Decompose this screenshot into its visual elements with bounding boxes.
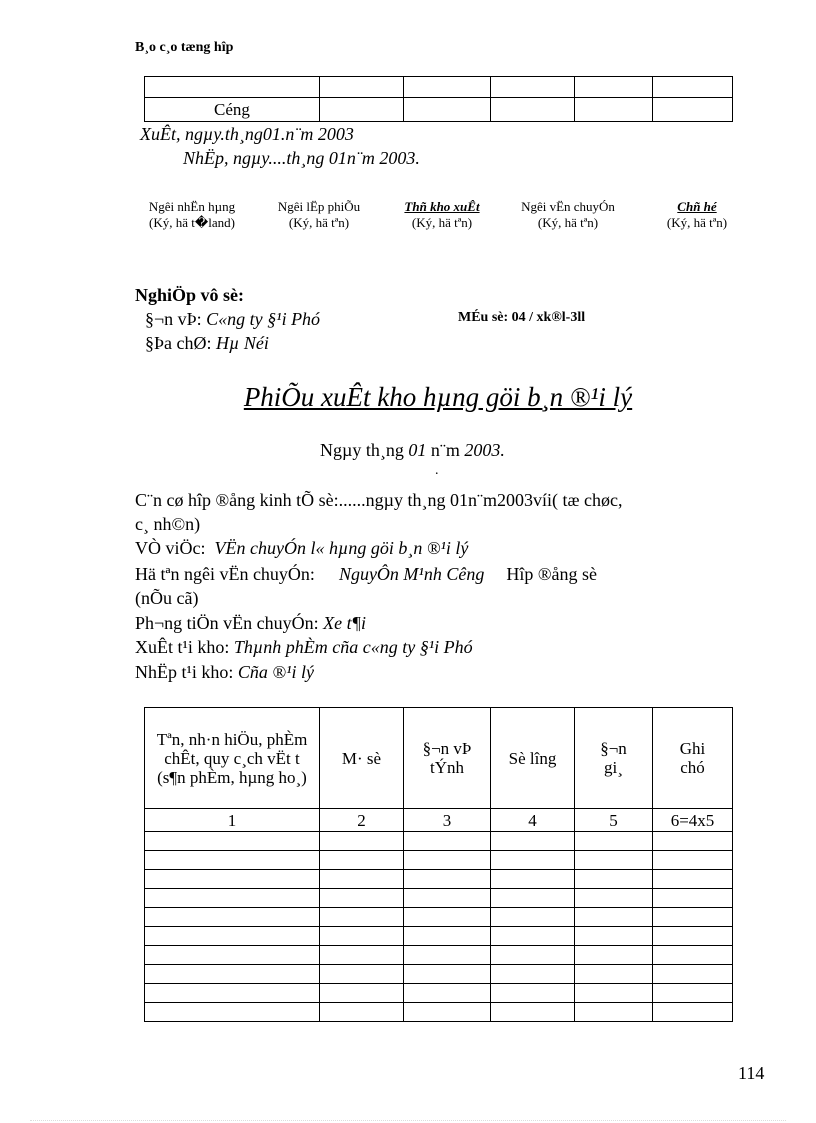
table-row — [145, 832, 733, 851]
basis-line-2: c¸ nh©n) — [135, 514, 201, 534]
header-code: M· sè — [320, 708, 404, 809]
header-item-name: Tªn, nh·n hiÖu, phÈm chÊt, quy c¸ch vËt t (s¶n phÈm, hµng ho¸) — [145, 708, 320, 809]
address-line: §Þa chØ: Hµ Néi — [145, 333, 269, 353]
contract-note: (nÕu cã) — [135, 588, 199, 608]
transporter-line: Hä tªn ngêi vËn chuyÓn: NguyÔn M¹nh Cêng Hîp ®ång sè — [135, 564, 597, 584]
table-row — [145, 1003, 733, 1022]
receive-date: NhËp, ngµy....th¸ng 01n¨m 2003. — [183, 148, 420, 168]
header-price: §¬n gi¸ — [575, 708, 653, 809]
signature-creator: Ngêi lËp phiÕu (Ký, hä tªn) — [277, 199, 361, 230]
section-heading: NghiÖp vô sè: — [135, 285, 245, 305]
table-row — [145, 889, 733, 908]
signature-storekeeper: Thñ kho xuÊt (Ký, hä tªn) — [404, 199, 480, 230]
table-row — [145, 851, 733, 870]
page-number: 114 — [738, 1063, 765, 1083]
unit-line: §¬n vÞ: C«ng ty §¹i Phó — [145, 309, 321, 329]
total-label: Céng — [145, 98, 320, 122]
table-row — [145, 908, 733, 927]
page-bottom-rule — [30, 1120, 786, 1121]
column-number: 1 — [145, 809, 320, 832]
signature-owner: Chñ hé (Ký, hä tªn) — [666, 199, 728, 230]
column-number: 6=4x5 — [653, 809, 733, 832]
table-row — [145, 946, 733, 965]
report-heading: B¸o c¸o tæng hîp — [135, 40, 234, 55]
column-number: 2 — [320, 809, 404, 832]
basis-line-1: C¨n cø hîp ®ång kinh tÕ sè:......ngµy th¸ng 01n¨m2003víi( tæ chøc, — [135, 490, 623, 510]
header-quantity: Sè lîng — [491, 708, 575, 809]
summary-table — [144, 76, 733, 122]
form-code: MÉu sè: 04 / xk®l-3ll — [458, 310, 586, 325]
header-note: Ghi chó — [653, 708, 733, 809]
to-warehouse-line: NhËp t¹i kho: Cña ®¹i lý — [135, 662, 314, 682]
document-date: Ngµy th¸ng 01 n¨m 2003. — [320, 440, 505, 460]
table-row — [145, 984, 733, 1003]
vehicle-line: Ph¬ng tiÖn vËn chuyÓn: Xe t¶i — [135, 613, 367, 633]
column-number: 5 — [575, 809, 653, 832]
from-warehouse-line: XuÊt t¹i kho: Thµnh phÈm cña c«ng ty §¹i Phó — [135, 637, 473, 657]
column-number: 3 — [404, 809, 491, 832]
table-row — [145, 870, 733, 889]
table-row — [145, 927, 733, 946]
items-table — [144, 707, 733, 1022]
document-title: PhiÕu xuÊt kho hµng göi b¸n ®¹i lý — [243, 382, 633, 412]
table-row — [145, 965, 733, 984]
signature-transporter: Ngêi vËn chuyÓn (Ký, hä tªn) — [521, 199, 615, 230]
dot-mark: . — [435, 463, 439, 478]
issue-date: XuÊt, ngµy.th¸ng01.n¨m 2003 — [140, 124, 354, 144]
header-unit: §¬n vÞ tÝnh — [404, 708, 491, 809]
purpose-line: VÒ viÖc: VËn chuyÓn l« hµng göi b¸n ®¹i lý — [135, 538, 469, 558]
signature-receiver: Ngêi nhËn hµng (Ký, hä t�land) — [148, 199, 236, 230]
column-number: 4 — [491, 809, 575, 832]
